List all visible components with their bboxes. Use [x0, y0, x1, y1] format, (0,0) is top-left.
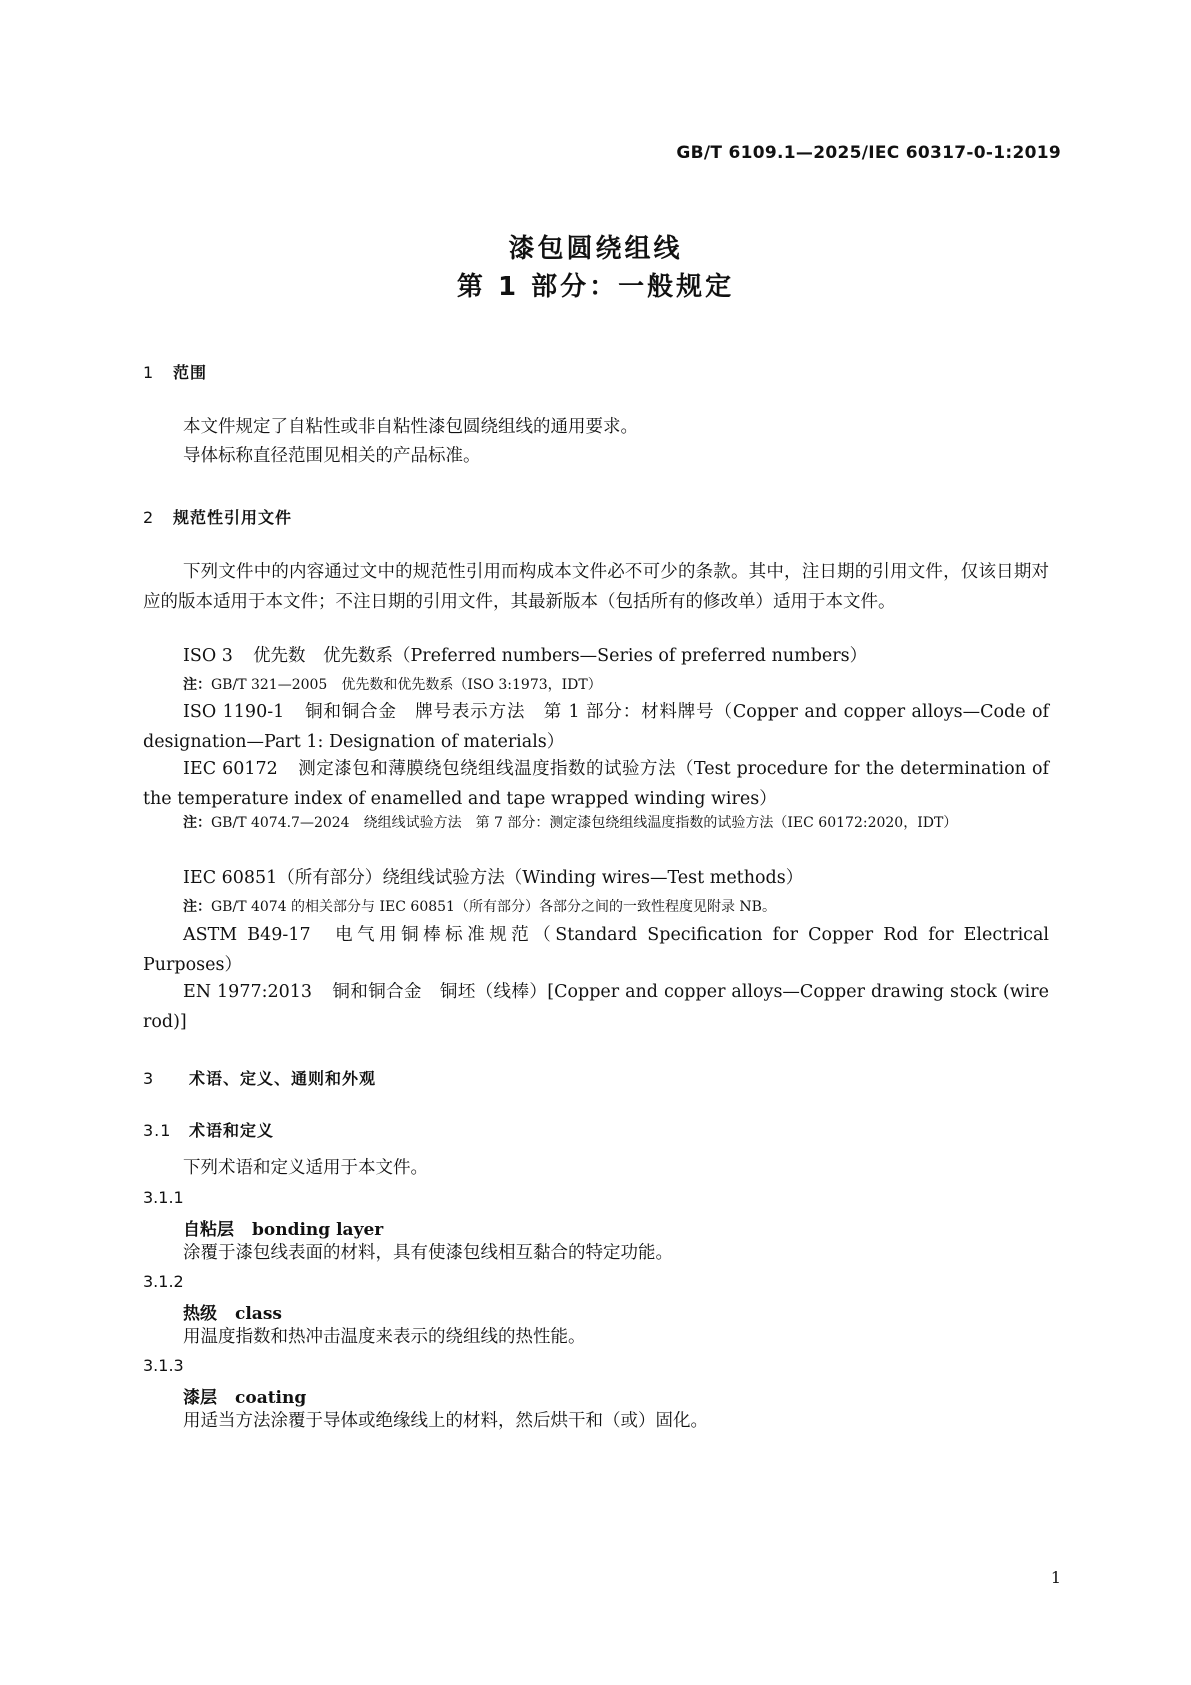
note-text: GB/T 4074 的相关部分与 IEC 60851（所有部分）各部分之间的一致性程度见附录 NB。	[211, 899, 776, 915]
reference-title: 测定漆包和薄膜绕包绕组线温度指数的试验方法（Test procedure for the determination of the temperature index of enamelled and tape wrapped winding wires）	[143, 759, 1049, 809]
term-en: class	[235, 1304, 282, 1324]
section-title: 规范性引用文件	[173, 508, 293, 527]
section-2-intro: 下列文件中的内容通过文中的规范性引用而构成本文件必不可少的条款。其中，注日期的引用文件，仅该日期对应的版本适用于本文件；不注日期的引用文件，其最新版本（包括所有的修改单）适用于本文件。	[143, 562, 1049, 612]
reference-title: 电气用铜棒标准规范（Standard Specification for Copper Rod for Electrical Purposes）	[143, 925, 1050, 975]
section-number: 3	[143, 1069, 155, 1088]
term-zh: 热级	[183, 1304, 217, 1324]
reference-title: 铜和铜合金 牌号表示方法 第 1 部分：材料牌号（Copper and copper alloys—Code of designation—Part 1: Designation of materials）	[143, 702, 1049, 752]
reference-entry	[143, 920, 1049, 980]
note-label: 注：	[183, 899, 211, 915]
paragraph: 下列术语和定义适用于本文件。	[183, 1158, 428, 1178]
term-number: 3.1.3	[143, 1356, 184, 1375]
reference-title: 绕组线试验方法（Winding wires—Test methods）	[382, 868, 804, 888]
note	[183, 892, 776, 922]
reference-code: IEC 60172	[183, 759, 278, 779]
section-title: 范围	[173, 363, 208, 382]
term-number: 3.1.2	[143, 1272, 184, 1291]
standard-number-header: GB/T 6109.1—2025/IEC 60317-0-1:2019	[676, 143, 1061, 163]
subsection-3-1-heading	[143, 1118, 274, 1141]
reference-code: ISO 1190-1	[183, 702, 285, 722]
note	[183, 670, 602, 700]
note-label: 注：	[183, 815, 211, 831]
note-label: 注：	[183, 677, 211, 693]
subsection-title: 术语和定义	[189, 1121, 275, 1140]
reference-title: 优先数 优先数系（Preferred numbers—Series of preferred numbers）	[252, 646, 868, 666]
section-3-heading	[143, 1066, 376, 1089]
reference-entry	[143, 754, 1049, 814]
reference-code: IEC 60851（所有部分）	[183, 868, 383, 888]
section-number: 1	[143, 363, 155, 382]
note	[143, 810, 1049, 837]
term-entry	[183, 1383, 306, 1408]
reference-title: 铜和铜合金 铜坯（线棒）[Copper and copper alloys—Copper drawing stock (wire rod)]	[143, 982, 1049, 1032]
paragraph: 本文件规定了自粘性或非自粘性漆包圆绕组线的通用要求。	[183, 417, 638, 437]
note-text: GB/T 321—2005 优先数和优先数系（ISO 3:1973，IDT）	[211, 677, 602, 693]
term-en: coating	[235, 1388, 307, 1408]
document-title-line2: 第 1 部分：一般规定	[456, 272, 735, 302]
term-definition: 用适当方法涂覆于导体或绝缘线上的材料，然后烘干和（或）固化。	[183, 1411, 708, 1431]
term-entry	[183, 1299, 282, 1324]
document-title-line1: 漆包圆绕组线	[508, 234, 683, 264]
section-2-heading	[143, 505, 292, 528]
reference-entry	[183, 863, 803, 893]
term-definition: 用温度指数和热冲击温度来表示的绕组线的热性能。	[183, 1327, 586, 1347]
term-en: bonding layer	[252, 1220, 384, 1240]
note-text: GB/T 4074.7—2024 绕组线试验方法 第 7 部分：测定漆包绕组线温度指数的试验方法（IEC 60172:2020，IDT）	[211, 815, 958, 831]
term-zh: 自粘层	[183, 1220, 234, 1240]
reference-code: EN 1977:2013	[183, 982, 313, 1002]
reference-entry	[143, 977, 1049, 1037]
paragraph: 导体标称直径范围见相关的产品标准。	[183, 446, 481, 466]
term-entry	[183, 1215, 383, 1240]
reference-code: ISO 3	[183, 646, 233, 666]
section-number: 2	[143, 508, 155, 527]
term-number: 3.1.1	[143, 1188, 184, 1207]
reference-entry	[183, 641, 867, 671]
reference-entry	[143, 697, 1049, 757]
term-definition: 涂覆于漆包线表面的材料，具有使漆包线相互黏合的特定功能。	[183, 1243, 673, 1263]
reference-code: ASTM B49-17	[183, 925, 311, 945]
term-zh: 漆层	[183, 1388, 217, 1408]
section-1-heading	[143, 360, 207, 383]
section-title: 术语、定义、通则和外观	[189, 1069, 377, 1088]
subsection-number: 3.1	[143, 1121, 172, 1140]
page-number: 1	[1050, 1568, 1061, 1587]
